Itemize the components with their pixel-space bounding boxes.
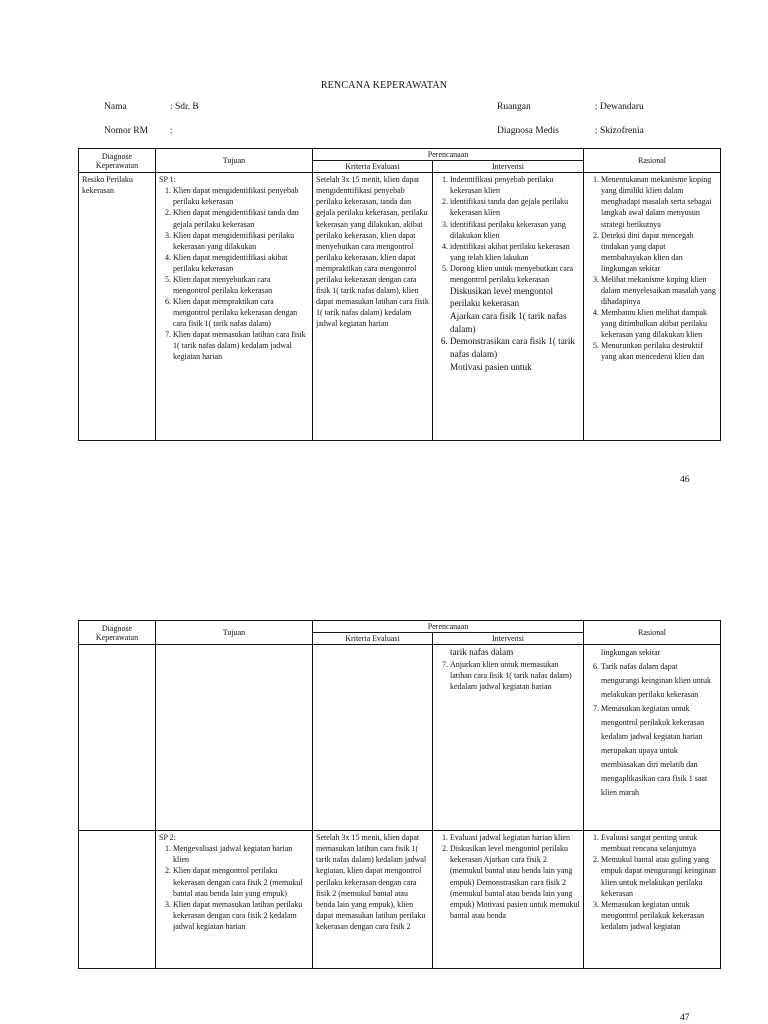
list-item: 2. Diskusikan level mengontol perilaku kekerasan Ajarkan cara fisik 2 (memukul bantal atau benda lain yang empuk) Demonstrasikan cara fisik 2 (memukul bantal atau benda lain yang empuk) Motivasi pasien untuk memukul bantal atau benda	[450, 843, 580, 920]
list-item: 1. Indenttifikasi penyebab perilaku kekerasan klien	[450, 174, 580, 196]
intervensi-cell	[433, 831, 584, 969]
header-tujuan: Tujuan	[156, 149, 313, 173]
list-item: 3. Memasukan kegiatan untuk mengontrol perilakuk kekerasan kedalam jadwal kegiatan	[601, 899, 717, 932]
header-perencanaan: Perencanaan	[313, 149, 584, 161]
tujuan-heading: SP 2:	[159, 833, 176, 843]
list-item: 1. Evaluasi sangat penting untuk membuat rencana selanjutnya	[601, 832, 717, 854]
list-item: 3. Melihat mekanisme koping klien dalam menyelesaikan masalah yang dihadapinya	[601, 274, 717, 307]
tujuan-cell	[156, 645, 313, 831]
list-item: 1. Evaluasi jadwal kegiatan harian klien	[450, 832, 580, 843]
list-item: 3. Klien dapat mengidentifikasi perilaku kekerasan yang dilakukan	[173, 230, 309, 252]
diagnosa-medis-value: : Skizofrenia	[595, 126, 644, 136]
kriteria-text: Setelah 3x 15 menit, klien dapat memasukan latihan cara fisik 1( tarik nafas dalam) kedalam jadwal kegiatan, klien dapat mengontrol perilaku kekerasan dengan cara fisik 2 (memukul bantal atau benda lain yang empuk), klien dapat memasukan latihan perilaku kekerasan dengan cara fisik 2	[316, 833, 427, 931]
tujuan-cell	[156, 831, 313, 969]
intervensi-cell	[433, 173, 584, 441]
header-intervensi: Intervensi	[433, 161, 584, 173]
rasional-list	[587, 832, 717, 931]
nomor-rm-value: :	[170, 126, 173, 136]
diagnose-cell	[79, 831, 156, 969]
header-rasional: Rasional	[584, 621, 721, 645]
kriteria-cell	[313, 831, 433, 969]
tujuan-list	[159, 185, 309, 362]
nama-value: : Sdr. B	[170, 102, 199, 112]
list-item: 7. Klien dapat memasukan latihan cara fisik 1( tarik nafas dalam) kedalam jadwal kegiatan harian	[173, 329, 309, 362]
intervensi-line: Diskusikan level mengontol perilaku kekerasan	[450, 285, 554, 309]
diagnose-text: Resiko Perilaku kekerasan	[82, 175, 133, 196]
header-tujuan: Tujuan	[156, 621, 313, 645]
list-item: 2. Klien dapat mengontrol perilaku kekerasan dengan cara fisik 2 (memukul bantal atau benda lain yang empuk)	[173, 865, 309, 898]
rasional-list	[587, 660, 717, 800]
header-rasional: Rasional	[584, 149, 721, 173]
list-item: 2. Memukul bantal atau guling yang empuk dapat mengurangi keinginan klien untuk melakukan perilaku kekerasan	[601, 854, 717, 898]
list-item: 2. Deteksi dini dapat mencegah tindakan yang dapat membahayakan klien dan lingkungan sekitar	[601, 230, 717, 274]
intervensi-line: tarik nafas dalam	[450, 647, 514, 658]
list-item: 7. Memasukan kegiatan untuk mengontrol perilakuk kekerasan kedalam jadwal kegiatan harian merupakan upaya untuk membiasakan diri melatih dan mengaplikasikan cara fisik 1 saat klien marah	[601, 702, 717, 800]
page-number-46: 46	[680, 475, 690, 485]
kriteria-cell	[313, 645, 433, 831]
list-item: 2. identifikasi tanda dan gejala perilaku kekerasan klien	[450, 196, 580, 218]
rasional-cell	[584, 645, 721, 831]
list-item: 4. identifikasi akibat perilaku kekerasan yang telah klien lakukan	[450, 241, 580, 263]
intervensi-list	[436, 174, 580, 284]
list-item: 2. Klien dapat mengidentifikasi tanda dan gejala perilaku kekerasan	[173, 207, 309, 229]
diagnose-cell	[79, 173, 156, 441]
header-diagnose: Diagnose Keperawatan	[79, 621, 156, 645]
header-kriteria: Kriteria Evaluasi	[313, 633, 433, 645]
tujuan-cell	[156, 173, 313, 441]
list-item: 1. Mengevaluasi jadwal kegiatan harian klien	[173, 843, 309, 865]
intervensi-cell	[433, 645, 584, 831]
rasional-cell	[584, 831, 721, 969]
tujuan-list	[159, 843, 309, 931]
header-perencanaan: Perencanaan	[313, 621, 584, 633]
care-plan-table-page-1	[78, 148, 721, 441]
list-item: 3. identifikasi perilaku kekerasan yang dilakukan klien	[450, 219, 580, 241]
intervensi-list	[436, 659, 580, 692]
care-plan-table-page-2	[78, 620, 721, 969]
diagnose-cell	[79, 645, 156, 831]
kriteria-text: Setelah 3x 15 menit, klien dapat mengidenttifikasi penyebab perilaku kekerasan, tanda dan gejala perilaku kekerasan, perilaku kekerasan yang dilakukan, akibat perilaku kekerasan, klien dapat menyebutkan cara mengontrol perilaku kekerasan, klien dapat mempraktikan cara mengontrol perilaku kekerasan dengan cara fisik 1( tarik nafas dalam), klien dapat memasukan latihan cara fisik 1( tarik nafas dalam) kedalam jadwal kegiatan harian	[316, 175, 429, 328]
list-item: 7. Anjurkan klien untuk memasukan latihan cara fisik 1( tarik nafas dalam) kedalam jadwal kegiatan harian	[450, 659, 580, 692]
list-item: 1. Klien dapat mengidentifikasi penyebab perilaku kekerasan	[173, 185, 309, 207]
intervensi-list-continued	[436, 335, 580, 360]
tujuan-heading: SP 1:	[159, 175, 176, 185]
list-item: 4. Klien dapat mengidentifikasi akibat perilaku kekerasan	[173, 252, 309, 274]
list-item: 5. Klien dapat menyebutkan cara mengontrol perilaku kekerasan	[173, 274, 309, 296]
page-number-47: 47	[680, 1013, 690, 1023]
list-item: 5. Menurunkan perilaku destruktif yang akan mencederai klien dan	[601, 340, 717, 362]
diagnosa-medis-label: Diagnosa Medis	[497, 126, 560, 136]
header-diagnose: Diagnose Keperawatan	[79, 149, 156, 173]
list-item: 6. Klien dapat mempraktikan cara mengontrol perilaku kekerasan dengan cara fisik 1( tarik nafas dalam)	[173, 296, 309, 329]
nomor-rm-label: Nomor RM	[104, 126, 149, 136]
ruangan-value: : Dewandaru	[595, 102, 644, 112]
intervensi-list	[436, 832, 580, 920]
list-item: 5. Dorong klien untuk menyebutkan cara mengontrol perilaku kekerasan	[450, 263, 580, 285]
list-item: 6. Tarik nafas dalam dapat mengurangi keinginan klien untuk melakukan perilaku kekerasan	[601, 660, 717, 702]
intervensi-line: Ajarkan cara fisik 1( tarik nafas dalam)	[450, 311, 567, 334]
ruangan-label: Ruangan	[497, 102, 531, 112]
nama-label: Nama	[104, 102, 127, 112]
rasional-line: lingkungan sekitar	[601, 648, 661, 658]
list-item: 1. Menentukanan mekanisme koping yang dimiliki klien dalam menghadapi masalah serta sebagai langkah awal dalam menyusun strategi berikutnya	[601, 174, 717, 229]
list-item: 6. Demonstrasikan cara fisik 1( tarik nafas dalam)	[450, 335, 580, 360]
list-item: 3. Klien dapat memasukan latihan perilaku kekerasan dengan cara fisik 2 kedalam jadwal kegiatan harian	[173, 899, 309, 932]
kriteria-cell	[313, 173, 433, 441]
intervensi-line: Motivasi pasien untuk	[450, 361, 532, 372]
document-title: RENCANA KEPERAWATAN	[320, 80, 448, 91]
header-intervensi: Intervensi	[433, 633, 584, 645]
rasional-list	[587, 174, 717, 362]
header-kriteria: Kriteria Evaluasi	[313, 161, 433, 173]
rasional-cell	[584, 173, 721, 441]
list-item: 4. Membantu klien melihat dampak yang ditimbulkan akibat perilaku kekerasan yang dilakukan klien	[601, 307, 717, 340]
